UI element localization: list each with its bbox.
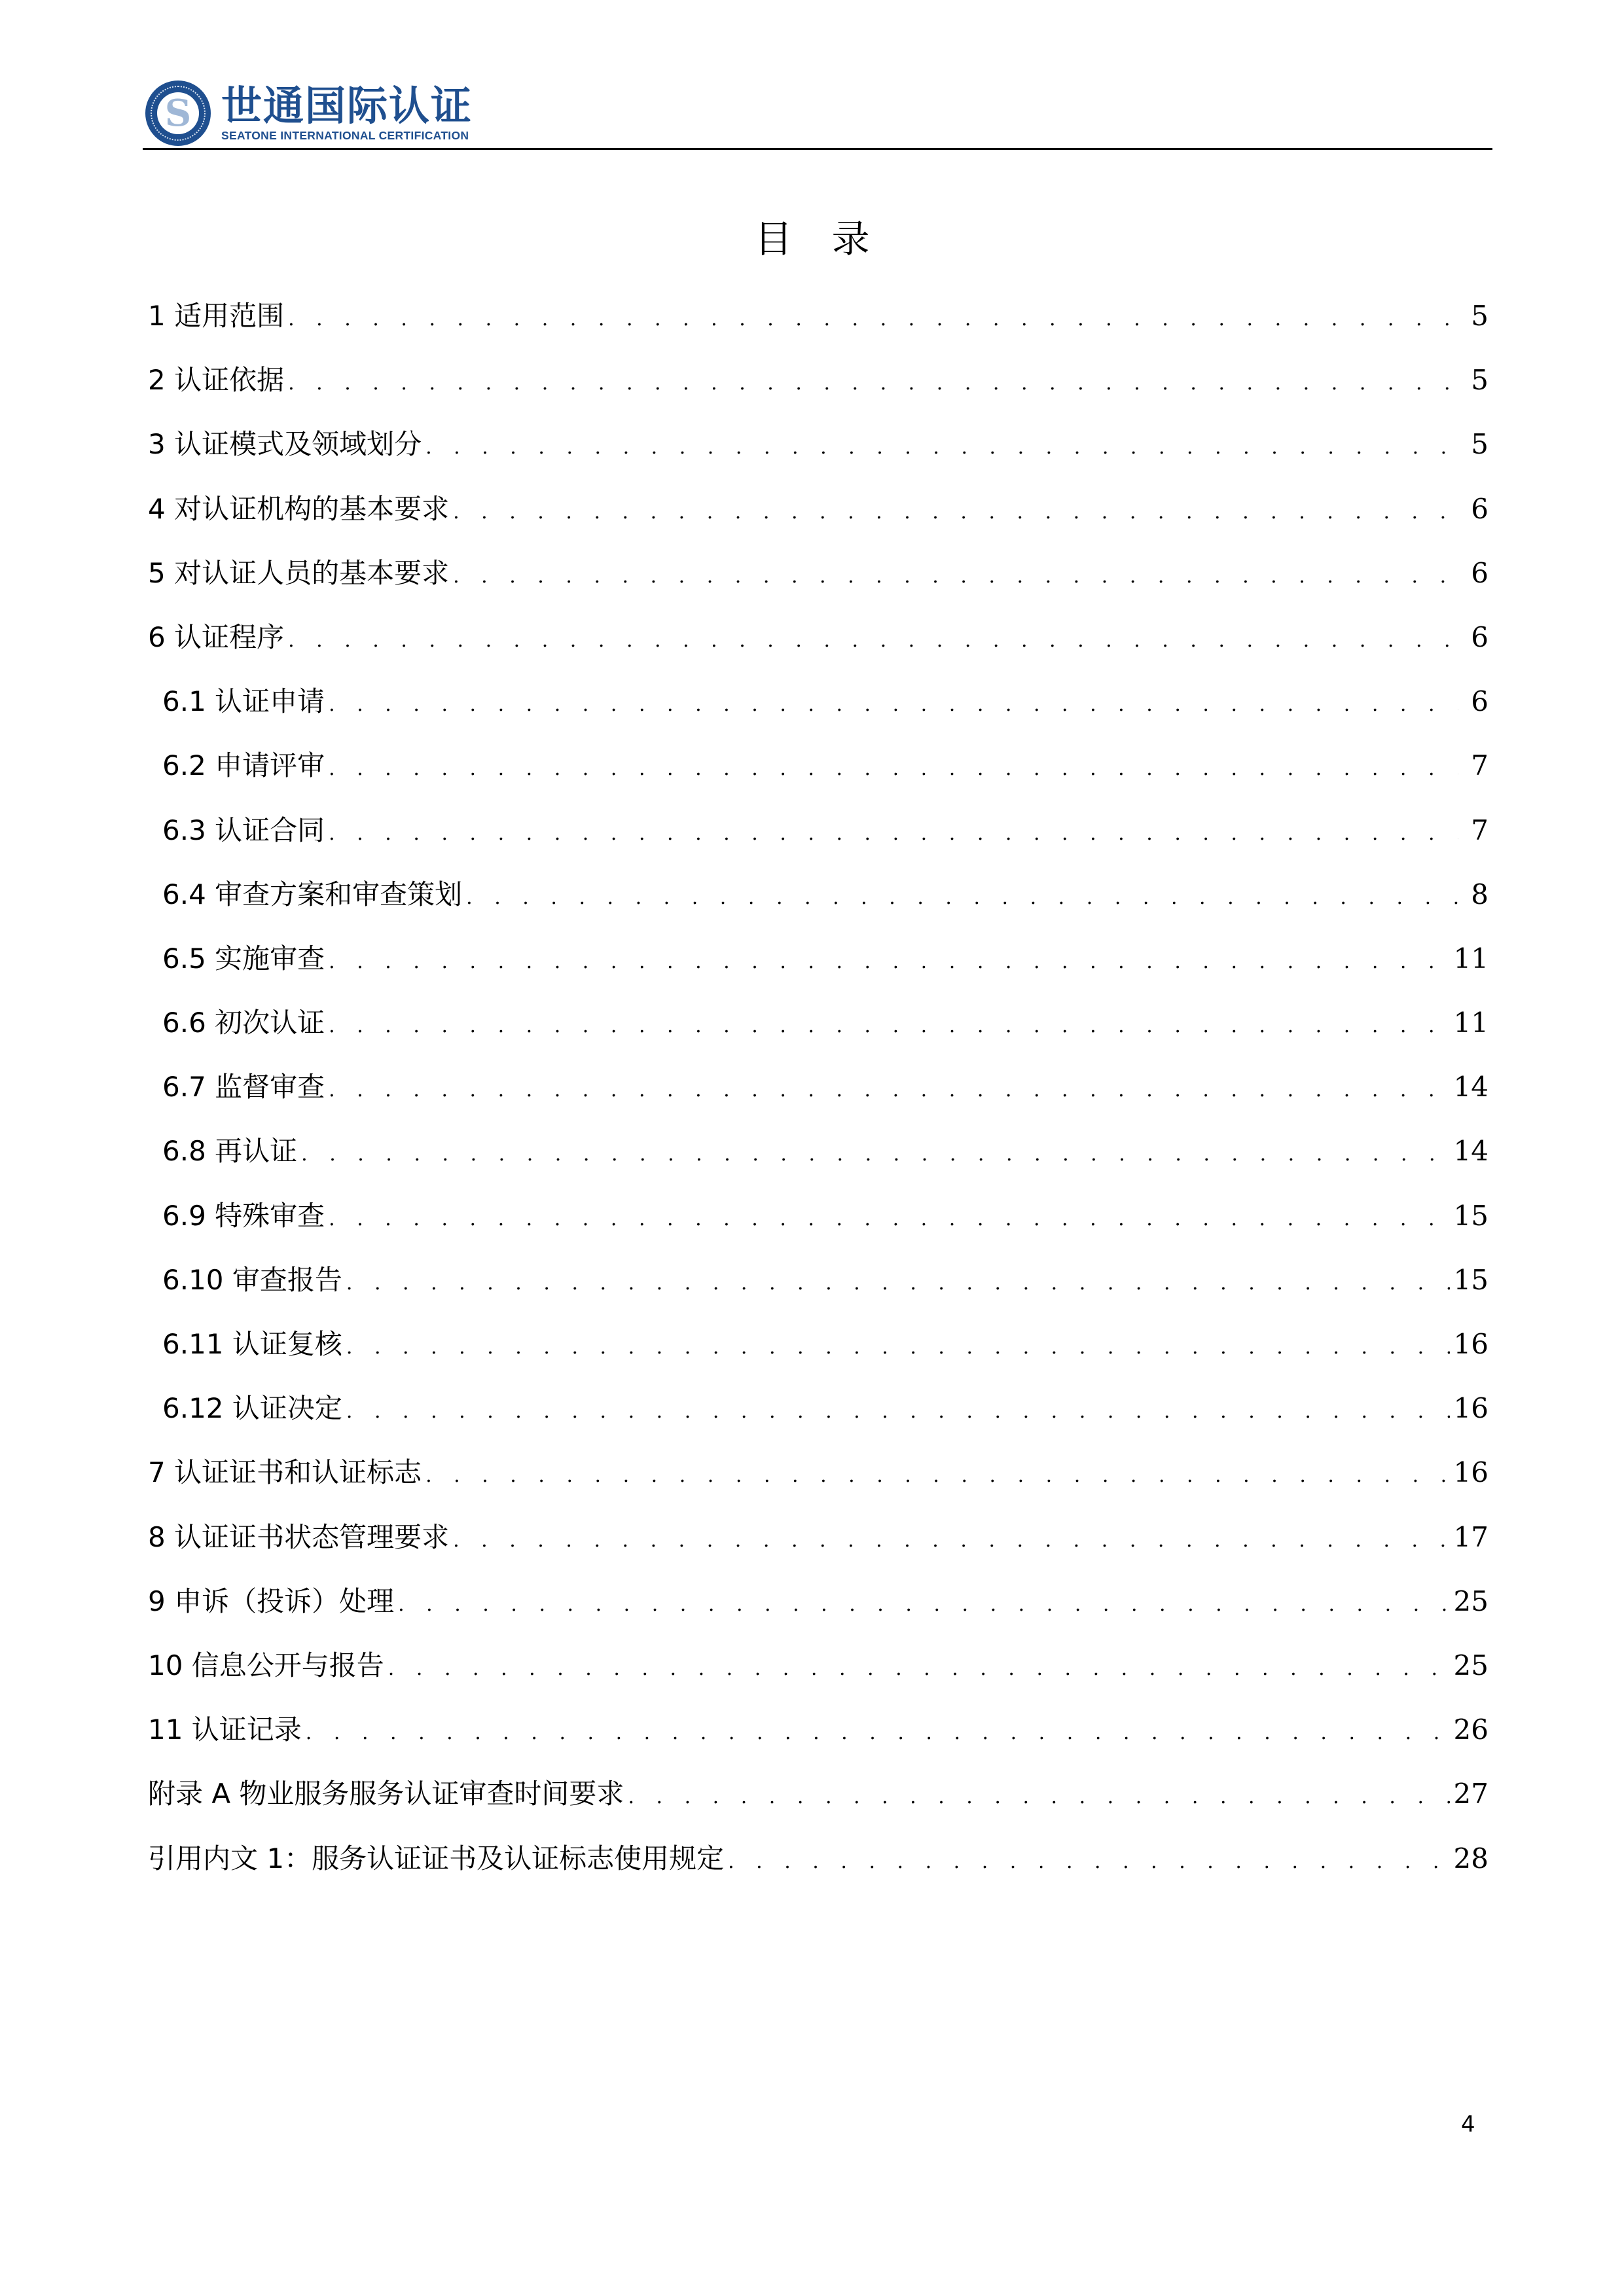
- toc-subentry[interactable]: [148, 1130, 1489, 1194]
- dot-leader: [329, 1208, 1449, 1230]
- toc-entry-page: 28: [1453, 1842, 1489, 1874]
- toc-entry-label: 11 认证记录: [148, 1713, 302, 1746]
- toc-entry-label: 9 申诉（投诉）处理: [148, 1585, 395, 1617]
- toc-entry-page: 11: [1453, 1007, 1489, 1039]
- toc-entry-page: 7: [1471, 814, 1489, 846]
- toc-entry-label: 6.7 监督审查: [162, 1071, 325, 1103]
- toc-entry-page: 16: [1453, 1456, 1489, 1489]
- toc-entry-page: 8: [1471, 878, 1489, 910]
- toc-entry-page: 11: [1453, 942, 1489, 975]
- toc-entry-page: 6: [1471, 620, 1489, 653]
- seatone-logo-seal-icon: [145, 81, 211, 146]
- page-title: 目录: [754, 217, 909, 261]
- toc-entry-label: 6.4 审查方案和审查策划: [162, 878, 463, 910]
- toc-subentry[interactable]: [148, 1387, 1489, 1451]
- toc-entry-label: 6.2 申请评审: [162, 749, 325, 782]
- logo-wordmark: [221, 81, 473, 143]
- toc-entry-label: 6.6 初次认证: [162, 1007, 325, 1039]
- toc-entry[interactable]: [148, 1644, 1489, 1708]
- toc-entry[interactable]: [148, 1837, 1489, 1901]
- dot-leader: [453, 1529, 1449, 1552]
- toc-entry-label: 4 对认证机构的基本要求: [148, 492, 450, 525]
- dot-leader: [425, 436, 1458, 459]
- dot-leader: [306, 1721, 1450, 1744]
- page-number: 4: [1461, 2111, 1475, 2138]
- toc-entry-label: 6.12 认证决定: [162, 1392, 342, 1425]
- toc-entry-label: 8 认证证书状态管理要求: [148, 1520, 450, 1553]
- toc-entry-label: 6 认证程序: [148, 620, 285, 653]
- toc-entry-label: 6.5 实施审查: [162, 942, 325, 975]
- logo-english-name: SEATONE INTERNATIONAL CERTIFICATION: [221, 128, 469, 142]
- toc-entry-label: 6.9 特殊审查: [162, 1199, 325, 1232]
- dot-leader: [425, 1464, 1449, 1487]
- dot-leader: [329, 1014, 1449, 1037]
- dot-leader: [288, 372, 1458, 395]
- toc-entry-page: 27: [1453, 1778, 1489, 1810]
- dot-leader: [329, 757, 1458, 780]
- toc-entry-page: 6: [1471, 556, 1489, 589]
- toc-entry-page: 26: [1453, 1713, 1489, 1746]
- toc-subentry[interactable]: [148, 1001, 1489, 1066]
- toc-subentry[interactable]: [148, 809, 1489, 873]
- toc-subentry[interactable]: [148, 873, 1489, 937]
- dot-leader: [346, 1272, 1450, 1295]
- dot-leader: [346, 1336, 1450, 1359]
- dot-leader: [466, 886, 1458, 909]
- document-header: [145, 77, 839, 149]
- toc-entry-page: 15: [1453, 1199, 1489, 1232]
- toc-subentry[interactable]: [148, 1066, 1489, 1130]
- logo-chinese-name: 世通国际认证: [221, 81, 473, 130]
- toc-entry-label: 附录 A 物业服务服务认证审查时间要求: [148, 1778, 624, 1810]
- dot-leader: [346, 1400, 1450, 1423]
- toc-subentry[interactable]: [148, 1323, 1489, 1387]
- dot-leader: [453, 565, 1458, 588]
- dot-leader: [628, 1785, 1449, 1808]
- toc-entry[interactable]: [148, 295, 1489, 359]
- toc-entry[interactable]: [148, 552, 1489, 616]
- toc-entry[interactable]: [148, 359, 1489, 423]
- toc-entry-label: 6.10 审查报告: [162, 1263, 342, 1296]
- toc-entry-label: 6.11 认证复核: [162, 1328, 342, 1360]
- dot-leader: [301, 1143, 1449, 1166]
- toc-entry-page: 6: [1471, 492, 1489, 525]
- toc-entry-label: 6.3 认证合同: [162, 814, 325, 846]
- toc-entry-label: 6.8 再认证: [162, 1135, 298, 1168]
- logo-letter: S: [157, 92, 199, 134]
- dot-leader: [728, 1850, 1449, 1873]
- toc-subentry[interactable]: [148, 680, 1489, 744]
- toc-entry[interactable]: [148, 1772, 1489, 1837]
- toc-subentry[interactable]: [148, 1259, 1489, 1323]
- toc-entry-label: 5 对认证人员的基本要求: [148, 556, 450, 589]
- toc-entry[interactable]: [148, 616, 1489, 680]
- dot-leader: [329, 1079, 1449, 1102]
- toc-entry-page: 7: [1471, 749, 1489, 782]
- toc-entry[interactable]: [148, 423, 1489, 487]
- toc-entry-page: 6: [1471, 685, 1489, 718]
- dot-leader: [329, 693, 1458, 716]
- toc-entry-page: 15: [1453, 1263, 1489, 1296]
- toc-subentry[interactable]: [148, 937, 1489, 1001]
- dot-leader: [388, 1657, 1450, 1680]
- toc-entry-page: 16: [1453, 1328, 1489, 1360]
- toc-subentry[interactable]: [148, 1194, 1489, 1259]
- table-of-contents: [148, 295, 1489, 1901]
- toc-entry[interactable]: [148, 488, 1489, 552]
- header-divider: [143, 148, 1492, 150]
- toc-entry[interactable]: [148, 1516, 1489, 1580]
- toc-entry-label: 引用内文 1：服务认证证书及认证标志使用规定: [148, 1842, 725, 1874]
- toc-entry-page: 17: [1453, 1520, 1489, 1553]
- dot-leader: [329, 822, 1458, 845]
- toc-entry-label: 2 认证依据: [148, 364, 285, 397]
- toc-entry-page: 5: [1471, 428, 1489, 461]
- toc-entry-page: 14: [1453, 1135, 1489, 1168]
- dot-leader: [288, 629, 1458, 652]
- dot-leader: [329, 950, 1449, 973]
- toc-entry-label: 3 认证模式及领域划分: [148, 428, 422, 461]
- toc-entry[interactable]: [148, 1451, 1489, 1515]
- toc-entry-page: 16: [1453, 1392, 1489, 1425]
- toc-entry-page: 14: [1453, 1071, 1489, 1103]
- dot-leader: [398, 1593, 1449, 1616]
- toc-entry-label: 6.1 认证申请: [162, 685, 325, 718]
- dot-leader: [288, 308, 1458, 331]
- toc-entry-label: 7 认证证书和认证标志: [148, 1456, 422, 1489]
- toc-entry[interactable]: [148, 1580, 1489, 1644]
- toc-entry-label: 1 适用范围: [148, 300, 285, 332]
- toc-entry-label: 10 信息公开与报告: [148, 1649, 384, 1681]
- toc-entry-page: 25: [1453, 1585, 1489, 1617]
- toc-subentry[interactable]: [148, 744, 1489, 808]
- toc-entry[interactable]: [148, 1708, 1489, 1772]
- toc-entry-page: 5: [1471, 300, 1489, 332]
- toc-entry-page: 5: [1471, 364, 1489, 397]
- dot-leader: [453, 501, 1458, 524]
- toc-entry-page: 25: [1453, 1649, 1489, 1681]
